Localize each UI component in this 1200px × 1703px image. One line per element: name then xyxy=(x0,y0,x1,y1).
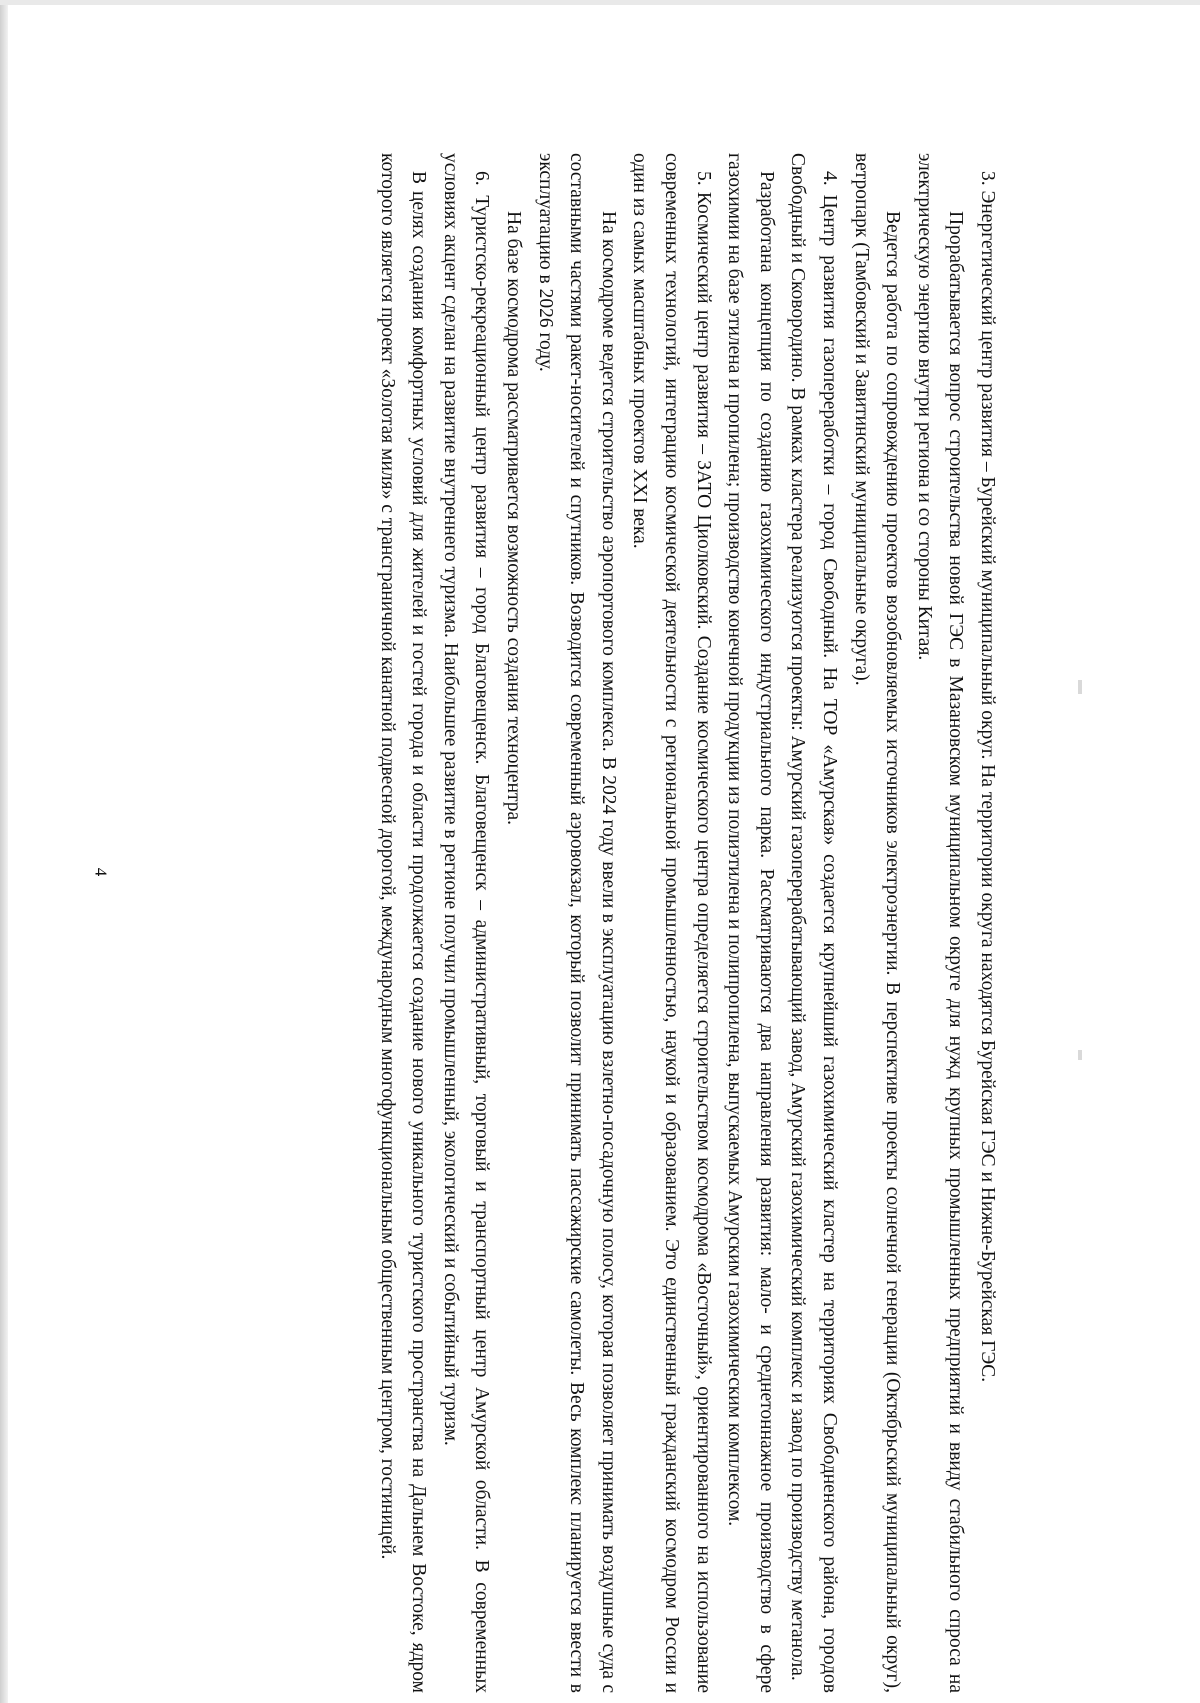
page-number: 4 xyxy=(91,867,111,877)
paragraph: На космодроме ведется строительство аэропортового комплекса. В 2024 году ввели в эксплуатацию взлетно-посадочную полосу, которая позволяет принимать воздушные суда с составными частями ракет-носителей и спутников. Возводится современный аэровокзал, который позволит принимать пассажирские самолеты. Весь комплекс планируется ввести в эксплуатацию в 2026 году. xyxy=(534,153,619,1693)
paragraph: 4. Центр развития газопереработки – город Свободный. На ТОР «Амурская» создается крупнейший газохимический кластер на территориях Свободненского района, городов Свободный и Сковородино. В рамках кластера реализуются проекты: Амурский газоперерабатывающий завод, Амурский газохимический комплекс и завод по производству метанола. xyxy=(787,153,841,1693)
paragraph: 3. Энергетический центр развития – Бурейский муниципальный округ. На территории округа находятся Бурейская ГЭС и Нижне-Бурейская ГЭС. xyxy=(977,171,998,1383)
paragraph: 6. Туристско-рекреационный центр развития – город Благовещенск. Благовещенск – административный, торговый и транспортный центр Амурской области. В современных условиях акцент сделан на развитие внутреннего туризма. Наибольшее развитие в регионе получил промышленный, экологический и событийный туризм. xyxy=(439,153,493,1693)
scan-edge-left xyxy=(0,0,8,1703)
scan-edge-top xyxy=(0,0,1200,5)
paragraph: Ведется работа по сопровождению проектов возобновляемых источников электроэнергии. В перспективе проекты солнечной генерации (Октябрьский муниципальный округ), ветропарк (Тамбовский и Завитинский муниципальные округа). xyxy=(850,153,904,1693)
paragraph: Прорабатывается вопрос строительства новой ГЭС в Мазановском муниципальном округе для нужд крупных промышленных предприятий и ввиду стабильного спроса на электрическую энергию внутри региона и со стороны Китая. xyxy=(913,153,967,1693)
scan-mark xyxy=(1078,1050,1082,1060)
paragraph: 5. Космический центр развития – ЗАТО Циолковский. Создание космического центра определяется строительством космодрома «Восточный», ориентированного на использование современных технологий, интеграцию космической деятельности с региональной промышленностью, наукой и образованием. Это единственный гражданский космодром России и один из самых масштабных проектов XXI века. xyxy=(629,153,714,1693)
paragraph: На базе космодрома рассматривается возможность создания технoцентра. xyxy=(503,211,525,826)
paragraph: Разработана концепция по созданию газохимического индустриального парка. Рассматриваются два направления развития: мало- и среднетоннажное производство в сфере газохимии на базе этилена и пропилена; производство конечной продукции из полиэтилена и полипропилена, выпускаемых Амурским газохимическим комплексом. xyxy=(724,153,777,1693)
scan-mark xyxy=(1078,680,1082,694)
paragraph: В целях создания комфортных условий для жителей и гостей города и области продолжается создание нового уникального туристского пространства на Дальнем Востоке, ядром которого является проект «Золотая миля» с трансграничной канатной подвесной дорогой, международным многофункциональным общественным центром, гостиницей. xyxy=(376,153,430,1693)
document-body xyxy=(73,153,1003,1693)
